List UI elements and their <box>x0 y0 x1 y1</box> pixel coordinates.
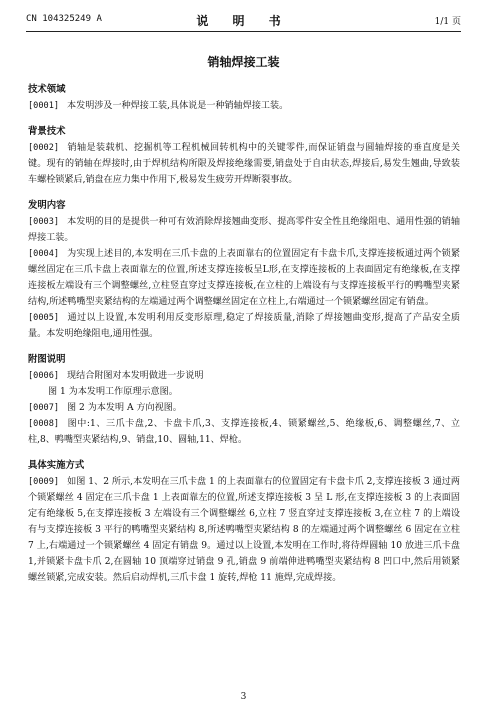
paragraph-text: 图中:1、三爪卡盘,2、卡盘卡爪,3、支撑连接板,4、锁紧螺丝,5、绝缘板,6、调整螺丝,7、立柱,8、鸭嘴型夹紧结构,9、销盘,10、圆轴,11、焊枪。 <box>28 419 460 445</box>
figure-1-caption: 图 1 为本发明工作原理示意图。 <box>48 387 178 397</box>
paragraph-0009 <box>28 474 460 586</box>
section-heading-drawings: 附图说明 <box>28 354 66 365</box>
paragraph-text: 本发明涉及一种焊接工装,具体说是一种销轴焊接工装。 <box>67 101 289 111</box>
paragraph-text: 图 2 为本发明 A 方向视图。 <box>67 403 182 413</box>
paragraph-0002 <box>28 140 460 188</box>
page-header <box>26 12 461 30</box>
document-title: 销轴焊接工装 <box>207 55 280 69</box>
paragraph-0003 <box>28 214 460 246</box>
paragraph-number: [0005] <box>28 313 60 323</box>
header-title: 说 明 书 <box>196 14 291 28</box>
paragraph-text: 如图 1、2 所示,本发明在三爪卡盘 1 的上表面靠右的位置固定有卡盘卡爪 2,支撑连接板 3 通过两个锁紧螺丝 4 固定在三爪卡盘 1 上表面靠左的位置,所述支撑连接板 3 呈 L 形,在支撑连接板 3 的上表面固定有绝缘板 5,在支撑连接板 3 左端设有三个调整螺丝 6,立柱 7 竖直穿过支撑连接板 3,在立柱 7 的上端设有与支撑连接板 3 平行的鸭嘴型夹紧结构 8,所述鸭嘴型夹紧结构 8 的左端通过两个调整螺丝 6 固定在立柱 7 上,右端通过一个锁紧螺丝 4 固定有销盘 9。通过以上设置,本发明在工作时,将待焊圆轴 10 放进三爪卡盘 1,并锁紧卡盘卡爪 2,在圆轴 10 顶端穿过销盘 9 孔,销盘 9 前端伸进鸭嘴型夹紧结构 8 凹口中,然后用锁紧螺丝锁紧,完成安装。然后启动焊机,三爪卡盘 1 旋转,焊枪 11 施焊,完成焊接。 <box>28 477 460 583</box>
section-heading-embodiment: 具体实施方式 <box>28 460 85 471</box>
paragraph-text: 通过以上设置,本发明利用反变形原理,稳定了焊接质量,消除了焊接翘曲变形,提高了产品安全质量。本发明绝缘阻电,通用性强。 <box>28 313 460 339</box>
paragraph-number: [0002] <box>28 143 60 153</box>
paragraph-0001 <box>28 98 460 114</box>
paragraph-number: [0003] <box>28 217 60 227</box>
section-heading-summary: 发明内容 <box>28 200 66 211</box>
page-count: 1/1 页 <box>434 17 461 27</box>
paragraph-number: [0007] <box>28 403 60 413</box>
paragraph-0006 <box>28 368 460 384</box>
header-rule <box>26 31 461 32</box>
paragraph-number: [0004] <box>28 249 60 259</box>
paragraph-text: 为实现上述目的,本发明在三爪卡盘的上表面靠右的位置固定有卡盘卡爪,支撑连接板通过两个锁紧螺丝固定在三爪卡盘上表面靠左的位置,所述支撑连接板呈L形,在支撑连接板的上表面固定有绝缘板,在支撑连接板左端设有三个调整螺丝,立柱竖直穿过支撑连接板,在立柱的上端设有与支撑连接板平行的鸭嘴型夹紧结构,所述鸭嘴型夹紧结构的左端通过两个调整螺丝固定在立柱上,右端通过一个锁紧螺丝固定有销盘。 <box>28 249 460 307</box>
page-number: 3 <box>240 692 247 702</box>
paragraph-text: 现结合附图对本发明做进一步说明 <box>67 371 204 381</box>
paragraph-number: [0008] <box>28 419 60 429</box>
paragraph-number: [0001] <box>28 101 60 111</box>
paragraph-0005 <box>28 310 460 342</box>
paragraph-text: 销轴是装载机、挖掘机等工程机械回转机构中的关键零件,而保证销盘与圆轴焊接的垂直度是关键。现有的销轴在焊接时,由于焊机结构所限及焊接绝缘需要,销盘处于自由状态,焊接后,易发生翘曲,导致装车螺栓锁紧后,销盘在应力集中作用下,极易发生疲劳开焊断裂事故。 <box>28 143 460 185</box>
publication-number: CN 104325249 A <box>26 14 102 24</box>
section-heading-tech-field: 技术领域 <box>28 84 66 95</box>
paragraph-0004 <box>28 246 460 310</box>
document-body <box>28 80 460 586</box>
paragraph-number: [0009] <box>28 477 60 487</box>
paragraph-0007 <box>28 400 460 416</box>
paragraph-number: [0006] <box>28 371 60 381</box>
section-heading-background: 背景技术 <box>28 126 66 137</box>
paragraph-0008 <box>28 416 460 448</box>
paragraph-text: 本发明的目的是提供一种可有效消除焊接翘曲变形、提高零件安全性且绝缘阻电、通用性强的销轴焊接工装。 <box>28 217 460 243</box>
